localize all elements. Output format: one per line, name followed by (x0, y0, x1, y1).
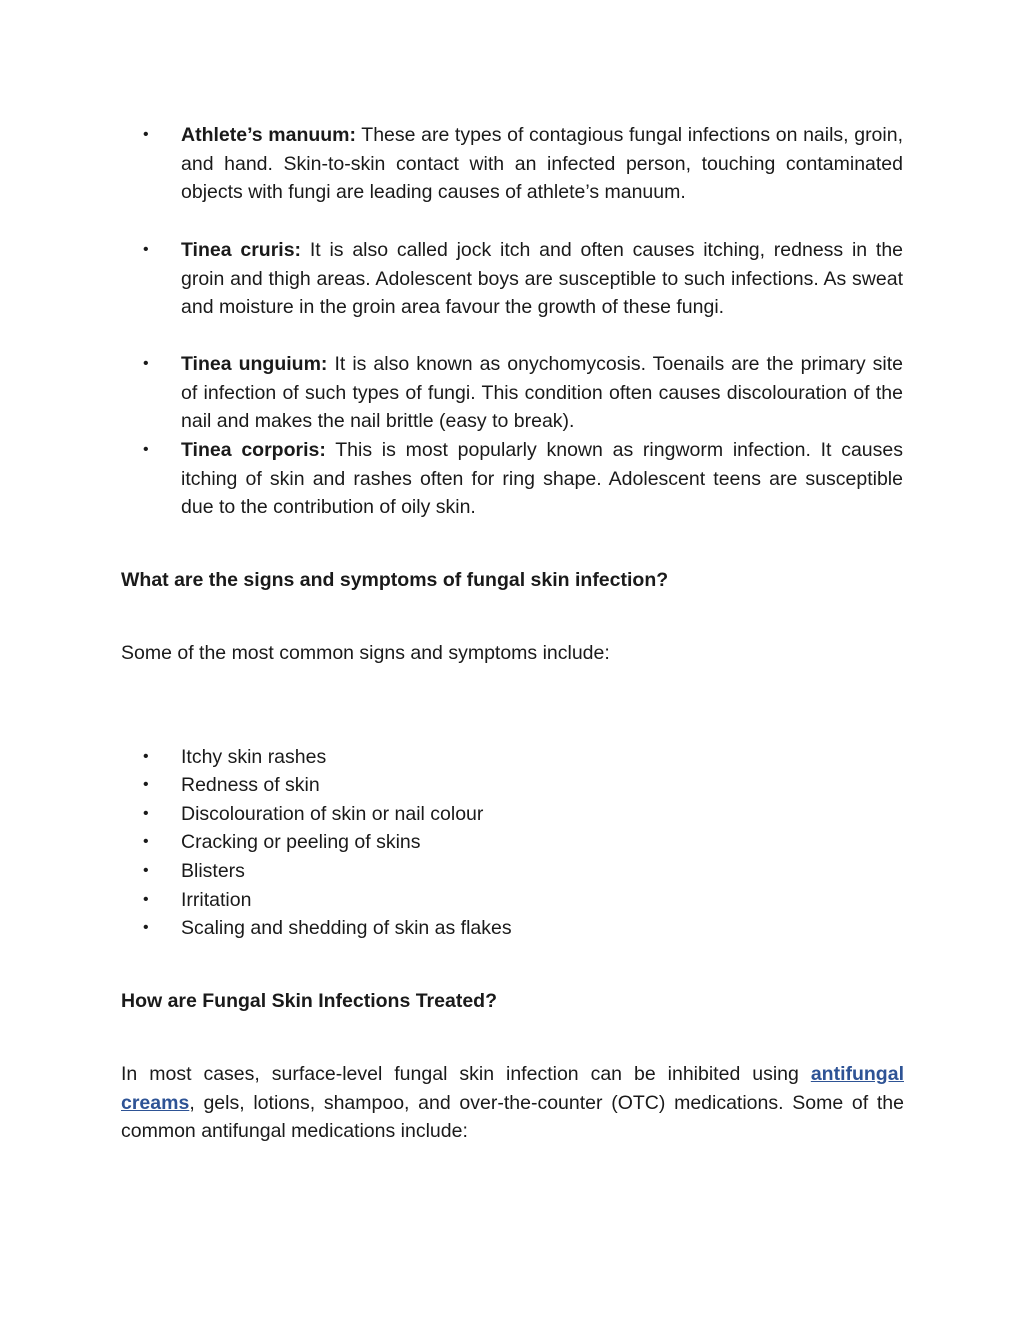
treatment-heading: How are Fungal Skin Infections Treated? (121, 990, 497, 1012)
term-description: It is also called jock itch and often causes itching, redness in the groin and thigh areas. Adolescent boys are susceptible to such infections. As sweat and moisture in the groin area favour the growth of these fungi. (181, 239, 904, 319)
list-item-tinea-corporis (181, 436, 903, 522)
antifungal-creams-link[interactable]: antifungal creams (121, 1063, 904, 1114)
symptoms-heading: What are the signs and symptoms of fungal skin infection? (121, 569, 669, 591)
list-item: • Redness of skin (181, 771, 903, 800)
list-item-tinea-unguium (181, 350, 903, 436)
list-item: • Itchy skin rashes (181, 743, 903, 772)
term-description: These are types of contagious fungal infections on nails, groin, and hand. Skin-to-skin contact with an infected person, touching contaminated objects with fungi are leading causes of athlete’s manuum. (181, 124, 903, 204)
term-label: Tinea unguium: (181, 353, 328, 375)
list-item: • Scaling and shedding of skin as flakes (181, 914, 903, 943)
treatment-text-after: , gels, lotions, shampoo, and over-the-counter (OTC) medications. Some of the common antifungal medications include: (121, 1091, 904, 1143)
term-label: Tinea cruris: (181, 239, 302, 261)
list-item-tinea-cruris (181, 236, 903, 322)
treatment-paragraph (121, 1060, 904, 1146)
list-item: • Discolouration of skin or nail colour (181, 800, 903, 829)
list-item: • Irritation (181, 886, 903, 915)
term-description: This is most popularly known as ringworm infection. It causes itching of skin and rashes often for ring shape. Adolescent teens are susceptible due to the contribution of oily skin. (181, 439, 903, 519)
term-label: Tinea corporis: (181, 439, 326, 461)
list-item: • Cracking or peeling of skins (181, 828, 903, 857)
term-description: It is also known as onychomycosis. Toenails are the primary site of infection of such types of fungi. This condition often causes discolouration of the nail and makes the nail brittle (easy to break). (181, 353, 903, 433)
term-label: Athlete’s manuum: (181, 124, 357, 146)
list-item-athletes-manuum (181, 121, 903, 207)
treatment-text-before: In most cases, surface-level fungal skin infection can be inhibited using (121, 1063, 811, 1085)
list-item: • Blisters (181, 857, 903, 886)
symptoms-intro: Some of the most common signs and symptoms include: (121, 642, 610, 664)
